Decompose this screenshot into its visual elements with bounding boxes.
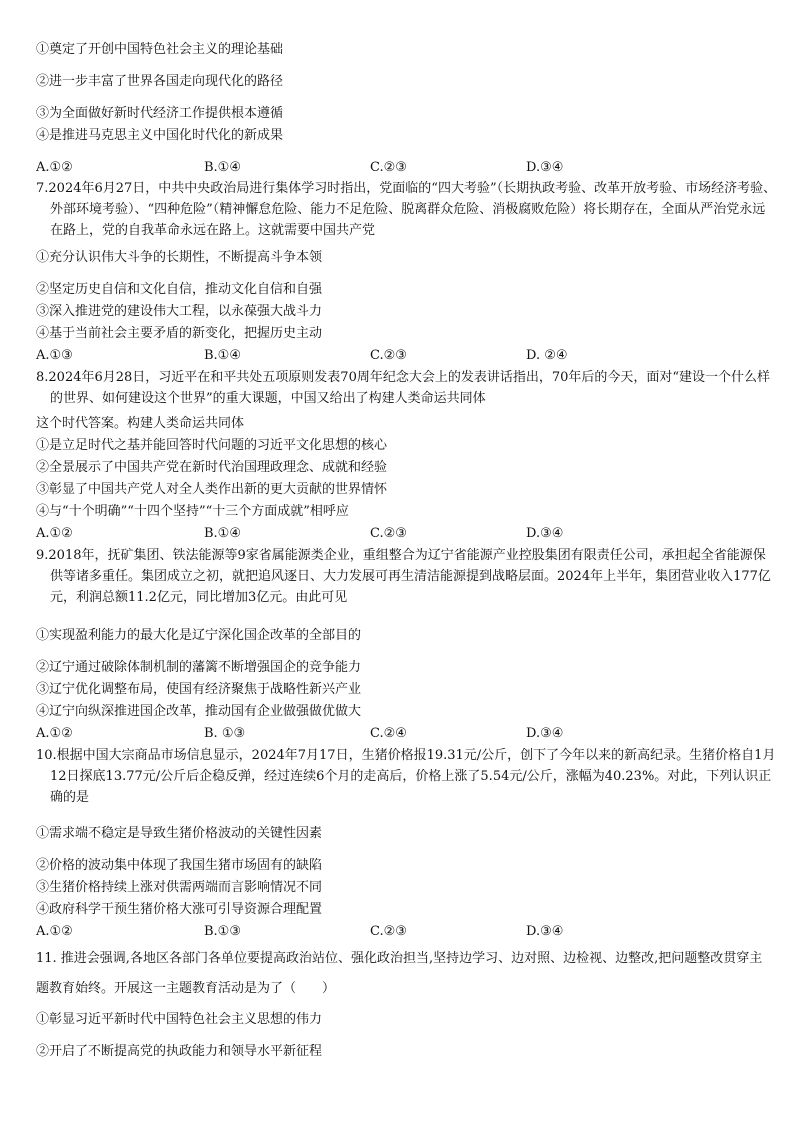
q8-item-4: ④与“十个明确”“十四个坚持”“十三个方面成就”相呼应 xyxy=(36,504,349,519)
q8-item-3: ③彰显了中国共产党人对全人类作出新的更大贡献的世界情怀 xyxy=(36,482,388,497)
q7-item-3: ③深入推进党的建设伟大工程，以永葆强大战斗力 xyxy=(36,304,323,319)
q8-options xyxy=(36,526,764,542)
top-options xyxy=(36,160,764,176)
option-b: B.①③ xyxy=(204,924,241,939)
option-c: C.②③ xyxy=(370,160,407,175)
option-c: C.②③ xyxy=(370,348,407,363)
q7-item-4: ④基于当前社会主要矛盾的新变化，把握历史主动 xyxy=(36,326,323,341)
option-a: A.①② xyxy=(36,726,73,741)
option-c: C.②③ xyxy=(370,526,407,541)
q7-item-1: ①充分认识伟大斗争的长期性，不断提高斗争本领 xyxy=(36,250,323,265)
q8-stem-continued: 这个时代答案。构建人类命运共同体 xyxy=(36,416,245,431)
q9-item-2: ②辽宁通过破除体制机制的藩篱不断增强国企的竞争能力 xyxy=(36,660,362,675)
q10-item-2: ②价格的波动集中体现了我国生猪市场固有的缺陷 xyxy=(36,858,323,873)
option-d: D.③④ xyxy=(526,160,564,175)
q7-options xyxy=(36,348,764,364)
q7-item-2: ②坚定历史自信和文化自信，推动文化自信和自强 xyxy=(36,282,323,297)
option-d: D.③④ xyxy=(526,726,564,741)
option-a: A.①② xyxy=(36,924,73,939)
q10-options xyxy=(36,924,764,940)
q9-item-4: ④辽宁向纵深推进国企改革，推动国有企业做强做优做大 xyxy=(36,704,362,719)
option-c: C.②③ xyxy=(370,924,407,939)
option-b: B.①④ xyxy=(204,348,241,363)
q10-item-4: ④政府科学干预生猪价格大涨可引导资源合理配置 xyxy=(36,902,323,917)
option-a: A.①② xyxy=(36,526,73,541)
q10-stem: 10.根据中国大宗商品市场信息显示，2024年7月17日，生猪价格报19.31元/公斤，创下了今年以来的新高纪录。生猪价格自1月12日探底13.77元/公斤后企稳反弹，经过连续6个月的走高后，价格上涨了5.54元/公斤，涨幅为40.23%。对此，下列认识正确的是 xyxy=(36,748,776,805)
option-b: B.①④ xyxy=(204,160,241,175)
option-d: D.③④ xyxy=(526,924,564,939)
top-item-2: ②进一步丰富了世界各国走向现代化的路径 xyxy=(36,74,284,89)
q9-stem: 9.2018年，抚矿集团、铁法能源等9家省属能源类企业，重组整合为辽宁省能源产业控股集团有限责任公司，承担起全省能源保供等诸多重任。集团成立之初，就把追风逐日、大力发展可再生清洁能源提到战略层面。2024年上半年，集团营业收入177亿元，利润总额11.2亿元，同比增加3亿元。由此可见 xyxy=(36,548,771,605)
q8-item-1: ①是立足时代之基并能回答时代问题的习近平文化思想的核心 xyxy=(36,438,388,453)
option-a: A.①② xyxy=(36,160,73,175)
q11-item-1: ①彰显习近平新时代中国特色社会主义思想的伟力 xyxy=(36,1012,323,1027)
top-item-1: ①奠定了开创中国特色社会主义的理论基础 xyxy=(36,42,284,57)
option-c: C.②④ xyxy=(370,726,407,741)
q8-stem: 8.2024年6月28日，习近平在和平共处五项原则发表70周年纪念大会上的发表讲话指出，70年后的今天，面对“建设一个什么样的世界、如何建设这个世界”的重大课题，中国又给出了构建人类命运共同体 xyxy=(36,370,771,406)
option-b: B.①④ xyxy=(204,526,241,541)
top-item-3: ③为全面做好新时代经济工作提供根本遵循 xyxy=(36,106,284,121)
q9-item-3: ③辽宁优化调整布局，使国有经济聚焦于战略性新兴产业 xyxy=(36,682,362,697)
q11-item-2: ②开启了不断提高党的执政能力和领导水平新征程 xyxy=(36,1044,323,1059)
q11-stem: 11. 推进会强调,各地区各部门各单位要提高政治站位、强化政治担当,坚持边学习、边对照、边检视、边整改,把问题整改贯穿主题教育始终。开展这一主题教育活动是为了（ ） xyxy=(36,951,763,996)
option-b: B. ①③ xyxy=(204,726,246,741)
q10-item-1: ①需求端不稳定是导致生猪价格波动的关键性因素 xyxy=(36,826,323,841)
q7-stem: 7.2024年6月27日，中共中央政治局进行集体学习时指出，党面临的“四大考验”（长期执政考验、改革开放考验、市场经济考验、外部环境考验）、“四种危险”（精神懈怠危险、能力不足危险、脱离群众危险、消极腐败危险）将长期存在，全面从严治党永远在路上，党的自我革命永远在路上。这就需要中国共产党 xyxy=(36,181,777,238)
top-item-4: ④是推进马克思主义中国化时代化的新成果 xyxy=(36,128,284,143)
option-a: A.①③ xyxy=(36,348,73,363)
q10-item-3: ③生猪价格持续上涨对供需两端而言影响情况不同 xyxy=(36,880,323,895)
option-d: D. ②④ xyxy=(526,348,568,363)
q9-item-1: ①实现盈利能力的最大化是辽宁深化国企改革的全部目的 xyxy=(36,628,362,643)
option-d: D.③④ xyxy=(526,526,564,541)
q8-item-2: ②全景展示了中国共产党在新时代治国理政理念、成就和经验 xyxy=(36,460,388,475)
q9-options xyxy=(36,726,764,742)
